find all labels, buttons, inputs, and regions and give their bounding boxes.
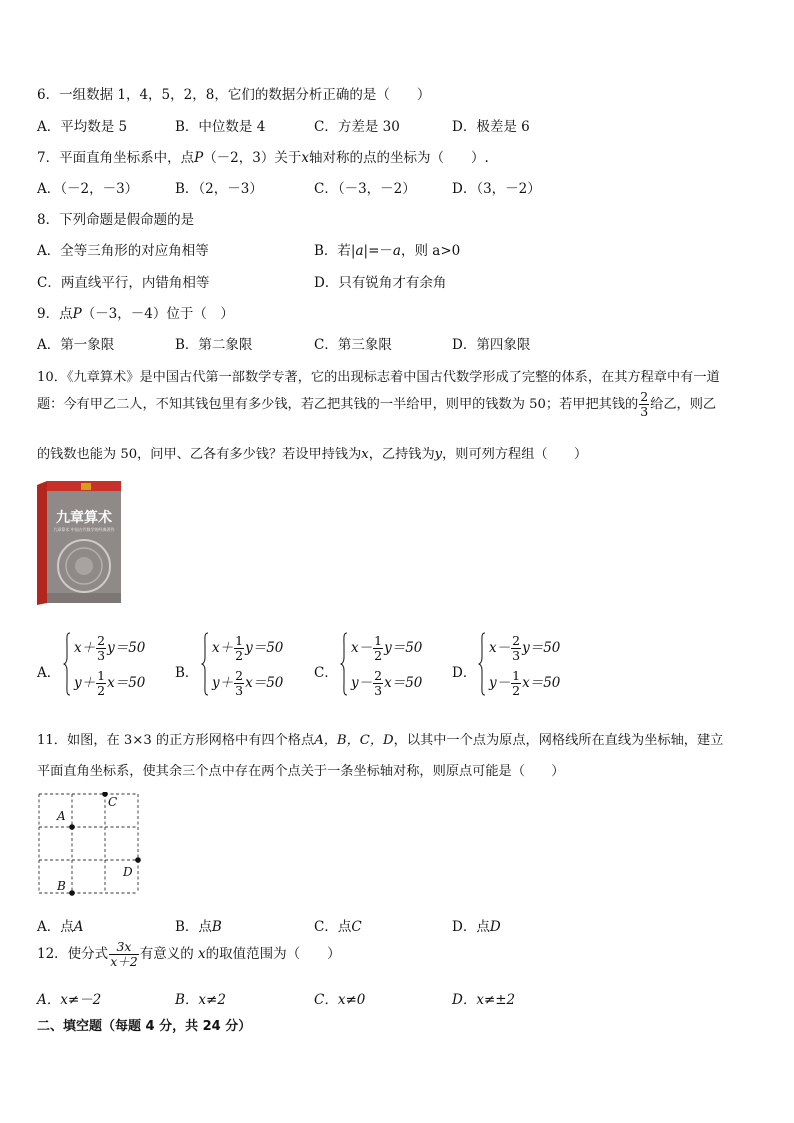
- q10-line1: 10．《九章算术》是中国古代第一部数学专著，它的出现标志着中国古代数学形成了完整的体系，在其方程章中有一道: [37, 370, 720, 385]
- grid-label-d: D: [123, 865, 133, 879]
- book-title: 九章算术: [56, 510, 112, 526]
- q12-option-c: C．x≠0: [314, 992, 366, 1008]
- q12-option-a: A．x≠－2: [37, 992, 102, 1008]
- q6-stem: 6．一组数据 1，4，5，2，8，它们的数据分析正确的是（ ）: [37, 87, 431, 103]
- q11-line2: 平面直角坐标系，使其余三个点中存在两个点关于一条坐标轴对称，则原点可能是（ ）: [37, 764, 565, 779]
- q8-option-b: [314, 239, 460, 259]
- q8-option-a: A．全等三角形的对应角相等: [37, 243, 209, 259]
- q8-option-b-var2: a: [392, 243, 401, 259]
- section-2-heading: 二、填空题（每题 4 分，共 24 分）: [37, 1019, 252, 1034]
- q10-c-eq1: x－ $\frac{1}{2}$ y＝50: [351, 633, 423, 663]
- q10-fraction-num: 2: [640, 389, 649, 404]
- q10-fraction: [639, 390, 649, 419]
- q7-option-c: C．（－3，－2）: [314, 181, 416, 197]
- grid-label-b: B: [57, 879, 66, 893]
- q7-option-d: D．（3，－2）: [452, 181, 541, 197]
- q11-option-a: A．点A: [37, 919, 84, 935]
- q8-option-b-var1: a: [355, 243, 364, 259]
- q6-option-d: D．极差是 6: [452, 119, 530, 135]
- brace-icon: [340, 632, 348, 696]
- q12-fraction-num: 3x: [109, 940, 139, 955]
- q12-stem: [37, 940, 341, 969]
- grid-label-a: A: [57, 809, 66, 823]
- q10-option-c-system: [340, 632, 440, 702]
- q11-option-d: D．点D: [452, 919, 501, 935]
- q10-fraction-den: 3: [640, 403, 649, 419]
- q11-line1: [37, 729, 723, 748]
- book-spine: [37, 481, 47, 605]
- q9-stem-post: （－3，－4）位于（ ）: [81, 306, 234, 322]
- q7-stem-mid: （－2，3）关于: [203, 150, 302, 166]
- q8-option-b-post: ，则 a>0: [400, 243, 461, 259]
- q9-option-d: D．第四象限: [452, 337, 531, 353]
- q12-option-d: D．x≠±2: [452, 992, 516, 1008]
- q10-d-eq2: y－ $\frac{1}{2}$ x＝50: [489, 668, 561, 698]
- brace-icon: [478, 632, 486, 696]
- q8-option-c: C．两直线平行，内错角相等: [37, 275, 210, 291]
- q8-stem: 8．下列命题是假命题的是: [37, 212, 195, 228]
- q9-option-b: B．第二象限: [175, 337, 253, 353]
- brace-icon: [63, 632, 71, 696]
- grid-point-c: [102, 792, 108, 797]
- q10-option-a-system: [63, 632, 163, 702]
- q12-stem-pre: 12．使分式: [37, 945, 109, 962]
- q11-grid-figure: [37, 792, 147, 902]
- q7-option-a: A．（－2，－3）: [37, 181, 139, 197]
- book-cover-image: [37, 481, 123, 605]
- q10-line3-mid: ，乙持钱为: [368, 447, 435, 462]
- q6-option-a: A．平均数是 5: [37, 119, 128, 135]
- q10-option-d-label: D．: [452, 665, 477, 681]
- q10-line3: [37, 443, 587, 462]
- q10-option-d-system: [478, 632, 578, 702]
- grid-point-a: [69, 824, 75, 830]
- q10-line2: [37, 390, 716, 419]
- q10-b-eq1: x＋ $\frac{1}{2}$ y＝50: [212, 633, 284, 663]
- q10-b-eq2: y＋ $\frac{2}{3}$ x＝50: [212, 668, 284, 698]
- q10-option-b-label: B．: [175, 665, 199, 681]
- q10-option-b-system: [201, 632, 301, 702]
- q9-stem-pre: 9．点: [37, 306, 73, 322]
- brace-icon: [201, 632, 209, 696]
- q9-option-a: A．第一象限: [37, 337, 115, 353]
- q10-var-x: x: [361, 447, 369, 462]
- grid-label-c: C: [108, 795, 118, 809]
- q12-fraction-den: x＋2: [110, 953, 138, 969]
- q12-option-b: B．x≠2: [175, 992, 226, 1008]
- q7-stem-pre: 7．平面直角坐标系中，点: [37, 150, 195, 166]
- book-subtitle: 九章算术 中国古代数学的经典著作: [53, 527, 115, 532]
- q10-line3-post: ，则可列方程组（ ）: [442, 447, 588, 462]
- q7-option-b: B．（2，－3）: [175, 181, 263, 197]
- q10-option-a-label: A．: [37, 665, 61, 681]
- q10-a-eq1: x＋ $\frac{2}{3}$ y＝50: [74, 633, 146, 663]
- q10-line2-pre: 题：今有甲乙二人，不知其钱包里有多少钱，若乙把其钱的一半给甲，则甲的钱数为 50；若甲把其钱的: [37, 396, 639, 412]
- q10-line3-pre: 的钱数也能为 50，问甲、乙各有多少钱？若设甲持钱为: [37, 447, 362, 462]
- q11-line1-post: ，以其中一个点为原点，网格线所在直线为坐标轴，建立: [393, 733, 724, 748]
- grid-point-d: [135, 857, 141, 863]
- q10-c-eq2: y－ $\frac{2}{3}$ x＝50: [351, 668, 423, 698]
- grid-point-b: [69, 890, 75, 896]
- q11-option-b: B．点B: [175, 919, 222, 935]
- q7-axis: x: [301, 150, 309, 166]
- q11-line1-pre: 11．如图，在 3×3 的正方形网格中有四个格点: [37, 733, 315, 748]
- q8-option-b-mid: |=－: [363, 243, 393, 259]
- q10-d-eq1: x－ $\frac{2}{3}$ y＝50: [489, 633, 561, 663]
- q11-points-text: A，B，C，D: [314, 733, 394, 748]
- q12-stem-post: 的取值范围为（ ）: [205, 945, 341, 962]
- q7-stem: [37, 146, 489, 166]
- q7-stem-post: 轴对称的点的坐标为（ ）.: [309, 150, 489, 166]
- q6-option-c: C．方差是 30: [314, 119, 400, 135]
- q11-option-c: C．点C: [314, 919, 362, 935]
- q9-option-c: C．第三象限: [314, 337, 392, 353]
- q8-option-b-pre: B．若|: [314, 243, 356, 259]
- q9-point: P: [72, 306, 82, 322]
- q9-stem: [37, 302, 234, 322]
- q10-a-eq2: y＋ $\frac{1}{2}$ x＝50: [74, 668, 146, 698]
- q10-var-y: y: [434, 447, 443, 462]
- q7-point: P: [194, 150, 204, 166]
- q12-fraction: [109, 940, 139, 969]
- q6-option-b: B．中位数是 4: [175, 119, 266, 135]
- q8-option-d: D．只有锐角才有余角: [314, 275, 447, 291]
- q10-option-c-label: C．: [314, 665, 338, 681]
- q12-stem-mid: 有意义的: [139, 945, 194, 962]
- q12-var: x: [198, 945, 206, 962]
- q10-line2-post: 给乙，则乙: [650, 396, 717, 412]
